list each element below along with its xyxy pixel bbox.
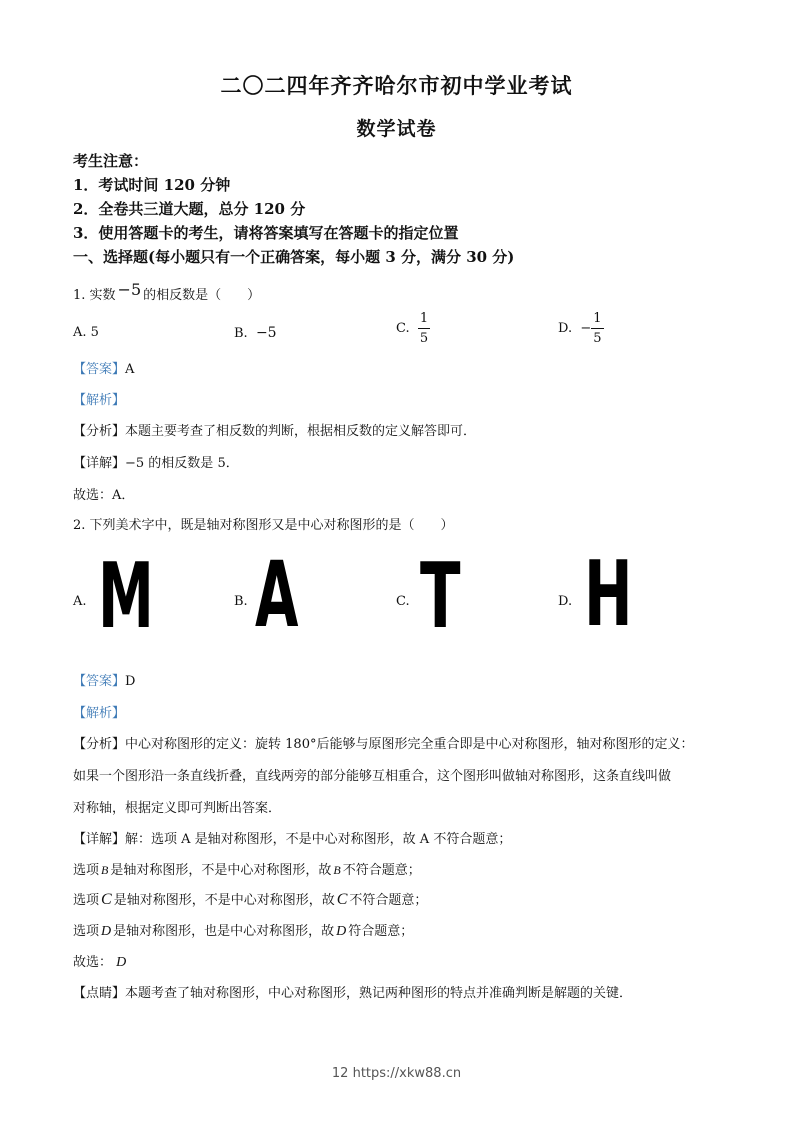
q2-xiangjie-line — [73, 828, 511, 847]
q1-prefix: 1. 实数 — [73, 288, 116, 303]
exam-title: 二〇二四年齐齐哈尔市初中学业考试 — [220, 73, 573, 98]
dianjing-tag: 【点睛】 — [73, 986, 126, 1001]
q1-option-b — [234, 325, 277, 341]
text: 是轴对称图形，不是中心对称图形，故 — [110, 863, 332, 878]
notice-item: 3．使用答题卡的考生，请将答案填写在答题卡的指定位置 — [73, 224, 459, 242]
q1-option-a — [73, 325, 99, 340]
q1-analysis-tag: 【解析】 — [73, 393, 126, 408]
math-var: D — [336, 924, 347, 939]
q2-fenxi-line: 对称轴，根据定义即可判断出答案． — [73, 801, 282, 816]
text: 选项 — [73, 863, 100, 878]
notice-item: 2．全卷共三道大题，总分 120 分 — [73, 200, 306, 218]
notice-item: 1．考试时间 120 分钟 — [73, 176, 231, 194]
xiangjie-tag: 【详解】 — [73, 456, 126, 471]
q2-fenxi-line — [73, 733, 693, 752]
q1-fenxi — [73, 420, 476, 439]
option-label: C. — [396, 321, 410, 336]
answer-tag: 【答案】 — [73, 674, 126, 689]
math-var: D — [101, 924, 112, 939]
math-var: C — [336, 891, 348, 908]
q2-option-b-glyph: A — [255, 541, 299, 648]
q2-option-d-label: D. — [558, 594, 573, 609]
page-footer — [0, 1066, 793, 1081]
answer-tag: 【答案】 — [73, 362, 126, 377]
q2-analysis-tag: 【解析】 — [73, 706, 126, 721]
fraction: $\frac{1}{5}$ — [419, 311, 429, 346]
q2-xiangjie-line — [73, 920, 413, 940]
option-label: D. — [558, 321, 573, 336]
text: 是轴对称图形，也是中心对称图形，故 — [113, 924, 335, 939]
dianjing-text: 本题考查了轴对称图形，中心对称图形，熟记两种图形的特点并准确判断是解题的关键． — [125, 986, 633, 1001]
q2-option-a-glyph: M — [98, 543, 154, 649]
q1-xiangjie — [73, 452, 239, 471]
text: 选项 — [73, 924, 100, 939]
question-2-stem: 2. 下列美术字中，既是轴对称图形又是中心对称图形的是（ ） — [73, 518, 454, 533]
answer-value: A — [125, 362, 135, 377]
text: 符合题意； — [348, 924, 414, 939]
fenxi-tag: 【分析】 — [73, 737, 126, 752]
fenxi-text: 中心对称图形的定义：旋转 180°后能够与原图形完全重合即是中心对称图形，轴对称图形的定义： — [125, 737, 694, 752]
math-var: B — [101, 863, 109, 877]
q1-option-d — [558, 312, 604, 345]
math-var: D — [116, 955, 127, 970]
q2-option-c-glyph: T — [420, 543, 461, 649]
math-var: B — [333, 863, 341, 877]
fraction: $\frac{1}{5}$ — [593, 311, 602, 346]
answer-value: D — [125, 674, 136, 689]
q2-xiangjie-line — [73, 889, 427, 909]
q1-value: −5 — [117, 280, 142, 299]
page-number: 12 — [331, 1066, 349, 1081]
q2-fenxi-line: 如果一个图形沿一条直线折叠，直线两旁的部分能够互相重合，这个图形叫做轴对称图形，这条直线叫做 — [73, 769, 672, 784]
q2-dianjing — [73, 982, 632, 1001]
q2-option-b-label: B. — [234, 594, 248, 609]
minus-sign: − — [580, 321, 592, 336]
question-1-stem — [73, 280, 261, 303]
text: 不符合题意； — [342, 863, 421, 878]
footer-url[interactable]: https://xkw88.cn — [352, 1066, 462, 1081]
text: 故选： — [73, 955, 113, 970]
q2-option-a-label: A. — [73, 594, 87, 609]
math-var: C — [101, 891, 112, 908]
fenxi-text: 本题主要考查了相反数的判断，根据相反数的定义解答即可． — [125, 424, 477, 439]
text: 选项 — [73, 893, 100, 908]
q2-xiangjie-line — [73, 859, 421, 878]
text: 是轴对称图形，不是中心对称图形，故 — [113, 893, 335, 908]
text: 不符合题意； — [349, 893, 428, 908]
section-heading: 一、选择题(每小题只有一个正确答案，每小题 3 分，满分 30 分) — [73, 248, 515, 266]
xiangjie-text: −5 的相反数是 5． — [125, 456, 239, 471]
q1-conclusion: 故选：A． — [73, 488, 135, 503]
fenxi-tag: 【分析】 — [73, 424, 126, 439]
q1-option-c — [396, 312, 430, 345]
xiangjie-text: 解：选项 A 是轴对称图形，不是中心对称图形，故 A 不符合题意； — [125, 832, 512, 847]
q1-suffix: 的相反数是（ ） — [143, 288, 261, 303]
q2-option-d-glyph: H — [584, 541, 633, 647]
option-value: −5 — [255, 325, 277, 341]
q2-answer — [73, 670, 135, 689]
notice-heading: 考生注意： — [73, 152, 149, 170]
exam-subtitle: 数学试卷 — [356, 118, 437, 140]
q1-answer — [73, 358, 134, 377]
option-value: 5 — [90, 325, 99, 340]
option-label: B. — [234, 326, 248, 341]
q2-conclusion — [73, 951, 126, 971]
xiangjie-tag: 【详解】 — [73, 832, 126, 847]
q2-option-c-label: C. — [396, 594, 410, 609]
option-label: A. — [73, 325, 87, 340]
